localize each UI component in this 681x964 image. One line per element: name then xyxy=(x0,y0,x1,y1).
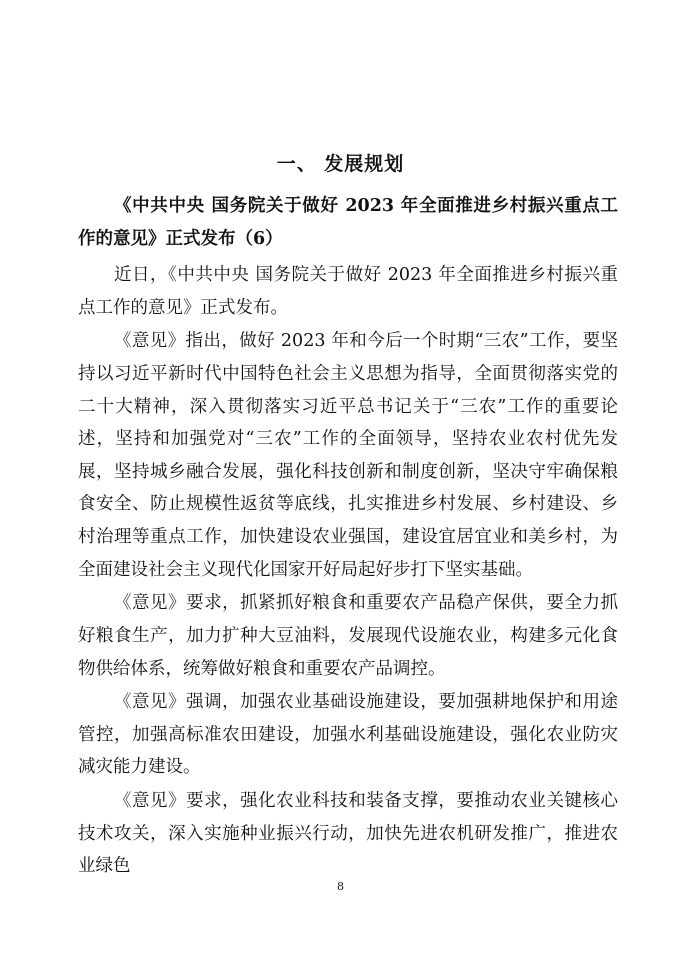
paragraph-infrastructure: 《意见》强调，加强农业基础设施建设，要加强耕地保护和用途管控，加强高标准农田建设，加强水利基础设施建设，强化农业防灾减灾能力建设。 xyxy=(78,692,618,778)
page-number: 8 xyxy=(337,880,344,893)
article-title: 《中共中央 国务院关于做好 2023 年全面推进乡村振兴重点工作的意见》正式发布（6） xyxy=(78,196,618,249)
paragraph-intro: 近日，《中共中央 国务院关于做好 2023 年全面推进乡村振兴重点工作的意见》正式发布。 xyxy=(78,265,618,318)
paragraph-technology: 《意见》要求，强化农业科技和装备支撑，要推动农业关键核心技术攻关，深入实施种业振兴行动，加快先进农机研发推广，推进农业绿色 xyxy=(78,791,618,877)
article-body xyxy=(78,259,618,884)
paragraph-guiding-principle: 《意见》指出，做好 2023 年和今后一个时期“三农”工作，要坚持以习近平新时代中国特色社会主义思想为指导，全面贯彻落实党的二十大精神，深入贯彻落实习近平总书记关于“三农”工作的重要论述，坚持和加强党对“三农”工作的全面领导，坚持农业农村优先发展，坚持城乡融合发展，强化科技创新和制度创新，坚决守牢确保粮食安全、防止规模性返贫等底线，扎实推进乡村发展、乡村建设、乡村治理等重点工作，加快建设农业强国，建设宜居宜业和美乡村，为全面建设社会主义现代化国家开好局起好步打下坚实基础。 xyxy=(78,331,618,580)
paragraph-grain-supply: 《意见》要求，抓紧抓好粮食和重要农产品稳产保供，要全力抓好粮食生产，加力扩种大豆油料，发展现代设施农业，构建多元化食物供给体系，统筹做好粮食和重要农产品调控。 xyxy=(78,593,618,679)
section-heading: 一、 发展规划 xyxy=(276,153,405,175)
